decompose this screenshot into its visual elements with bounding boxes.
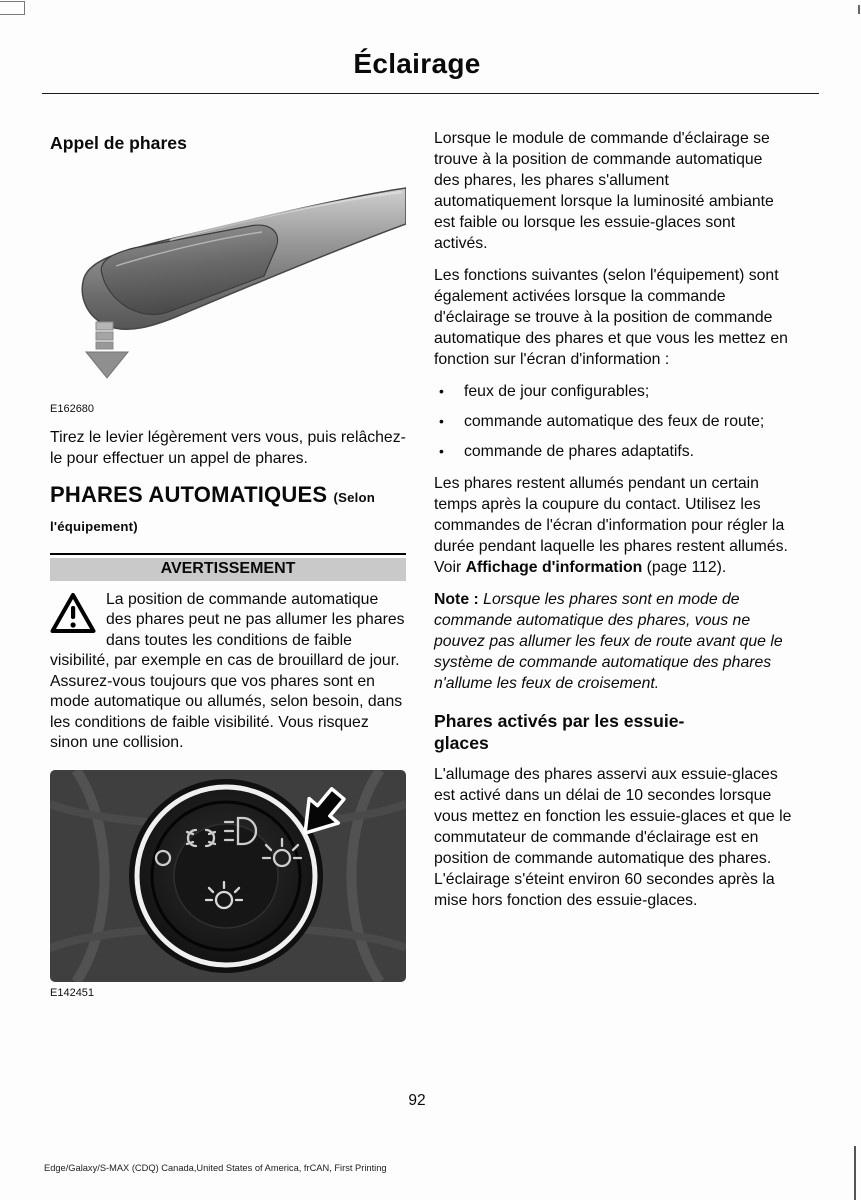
figure-code-label: E142451 — [50, 986, 95, 999]
print-footer: Edge/Galaxy/S-MAX (CDQ) Canada,United States of America, frCAN, First Printing — [44, 1163, 387, 1173]
heading-phares-automatiques — [50, 480, 406, 539]
left-column — [50, 128, 406, 1011]
warning-top-rule — [50, 553, 406, 555]
chapter-rule — [42, 93, 819, 94]
heading-qualifier: (Selon l'équipement) — [50, 490, 376, 535]
heading-phares-essuie-glaces: Phares activés par les essuie-glaces — [434, 711, 685, 753]
heading-appel-de-phares: Appel de phares — [50, 133, 187, 153]
paragraph-wiper-lamps: L'allumage des phares asservi aux essuie-glaces est activé dans un délai de 10 secondes lorsque vous mettez en fonction les essuie-glaces et que le commutateur de commande d'éclairage est en position de commande automatique des phares. L'éclairage s'éteint environ 60 secondes après la mise hors fonction des essuie-glaces. — [434, 766, 792, 909]
page-number: 92 — [408, 1092, 426, 1109]
figure-code-label: E162680 — [50, 403, 95, 415]
paragraph-lamp-delay-tail: (page 112). — [642, 559, 727, 576]
note-label: Note : — [434, 591, 479, 608]
figure-light-switch — [50, 770, 406, 999]
list-item: • commande de phares adaptatifs. — [434, 441, 792, 462]
crop-mark-bottom-right — [854, 1146, 856, 1200]
note-paragraph — [434, 589, 792, 694]
warning-body — [50, 581, 406, 754]
right-column — [434, 128, 792, 922]
paragraph-auto-lamps: Lorsque le module de commande d'éclairage se trouve à la position de commande automatique des phares, les phares s'allument automatiquement lorsque la luminosité ambiante est faible ou lorsque les essuie-glaces sont activés. — [434, 130, 774, 252]
warning-box — [50, 553, 406, 754]
paragraph-appel-instructions: Tirez le levier légèrement vers vous, puis relâchez-le pour effectuer un appel de phares. — [50, 429, 406, 467]
note-text: Lorsque les phares sont en mode de commande automatique des phares, vous ne pouvez pas allumer les feux de route avant que le système de commande automatique des phares n'allume les feux de croisement. — [434, 591, 783, 692]
light-switch-illustration — [50, 770, 406, 982]
heading-main-text: PHARES AUTOMATIQUES — [50, 482, 328, 507]
crop-mark-top-right — [858, 5, 860, 14]
figure-headlight-stalk — [50, 166, 406, 415]
list-item: • feux de jour configurables; — [434, 381, 792, 402]
cross-reference-affichage: Affichage d'information — [465, 559, 643, 576]
warning-text: La position de commande automatique des phares peut ne pas allumer les phares dans toutes les conditions de faible visibilité, par exemple en cas de brouillard de jour. Assurez-vous toujours que vos phares sont en mode automatique ou allumés, selon besoin, dans les conditions de faible visibilité. Vous risquez sinon une collision. — [50, 590, 405, 752]
paragraph-functions-intro: Les fonctions suivantes (selon l'équipement) sont également activées lorsque la commande d'éclairage se trouve à la position de commande automatique des phares et que vous les mettez en fonction sur l'écran d'information : — [434, 267, 788, 368]
feature-list — [434, 381, 792, 462]
crop-mark-top-left — [0, 1, 25, 15]
headlight-stalk-illustration — [50, 166, 406, 398]
list-item: • commande automatique des feux de route; — [434, 411, 792, 432]
warning-title: AVERTISSEMENT — [50, 558, 406, 581]
warning-triangle-icon — [50, 592, 96, 636]
down-arrow-icon — [86, 322, 128, 378]
chapter-title: Éclairage — [353, 48, 481, 79]
paragraph-lamp-delay-text: Les phares restent allumés pendant un certain temps après la coupure du contact. Utilisez les commandes de l'écran d'information pour régler la durée pendant laquelle les phares restent allumés. Voir — [434, 475, 788, 576]
paragraph-lamp-delay — [434, 473, 792, 578]
